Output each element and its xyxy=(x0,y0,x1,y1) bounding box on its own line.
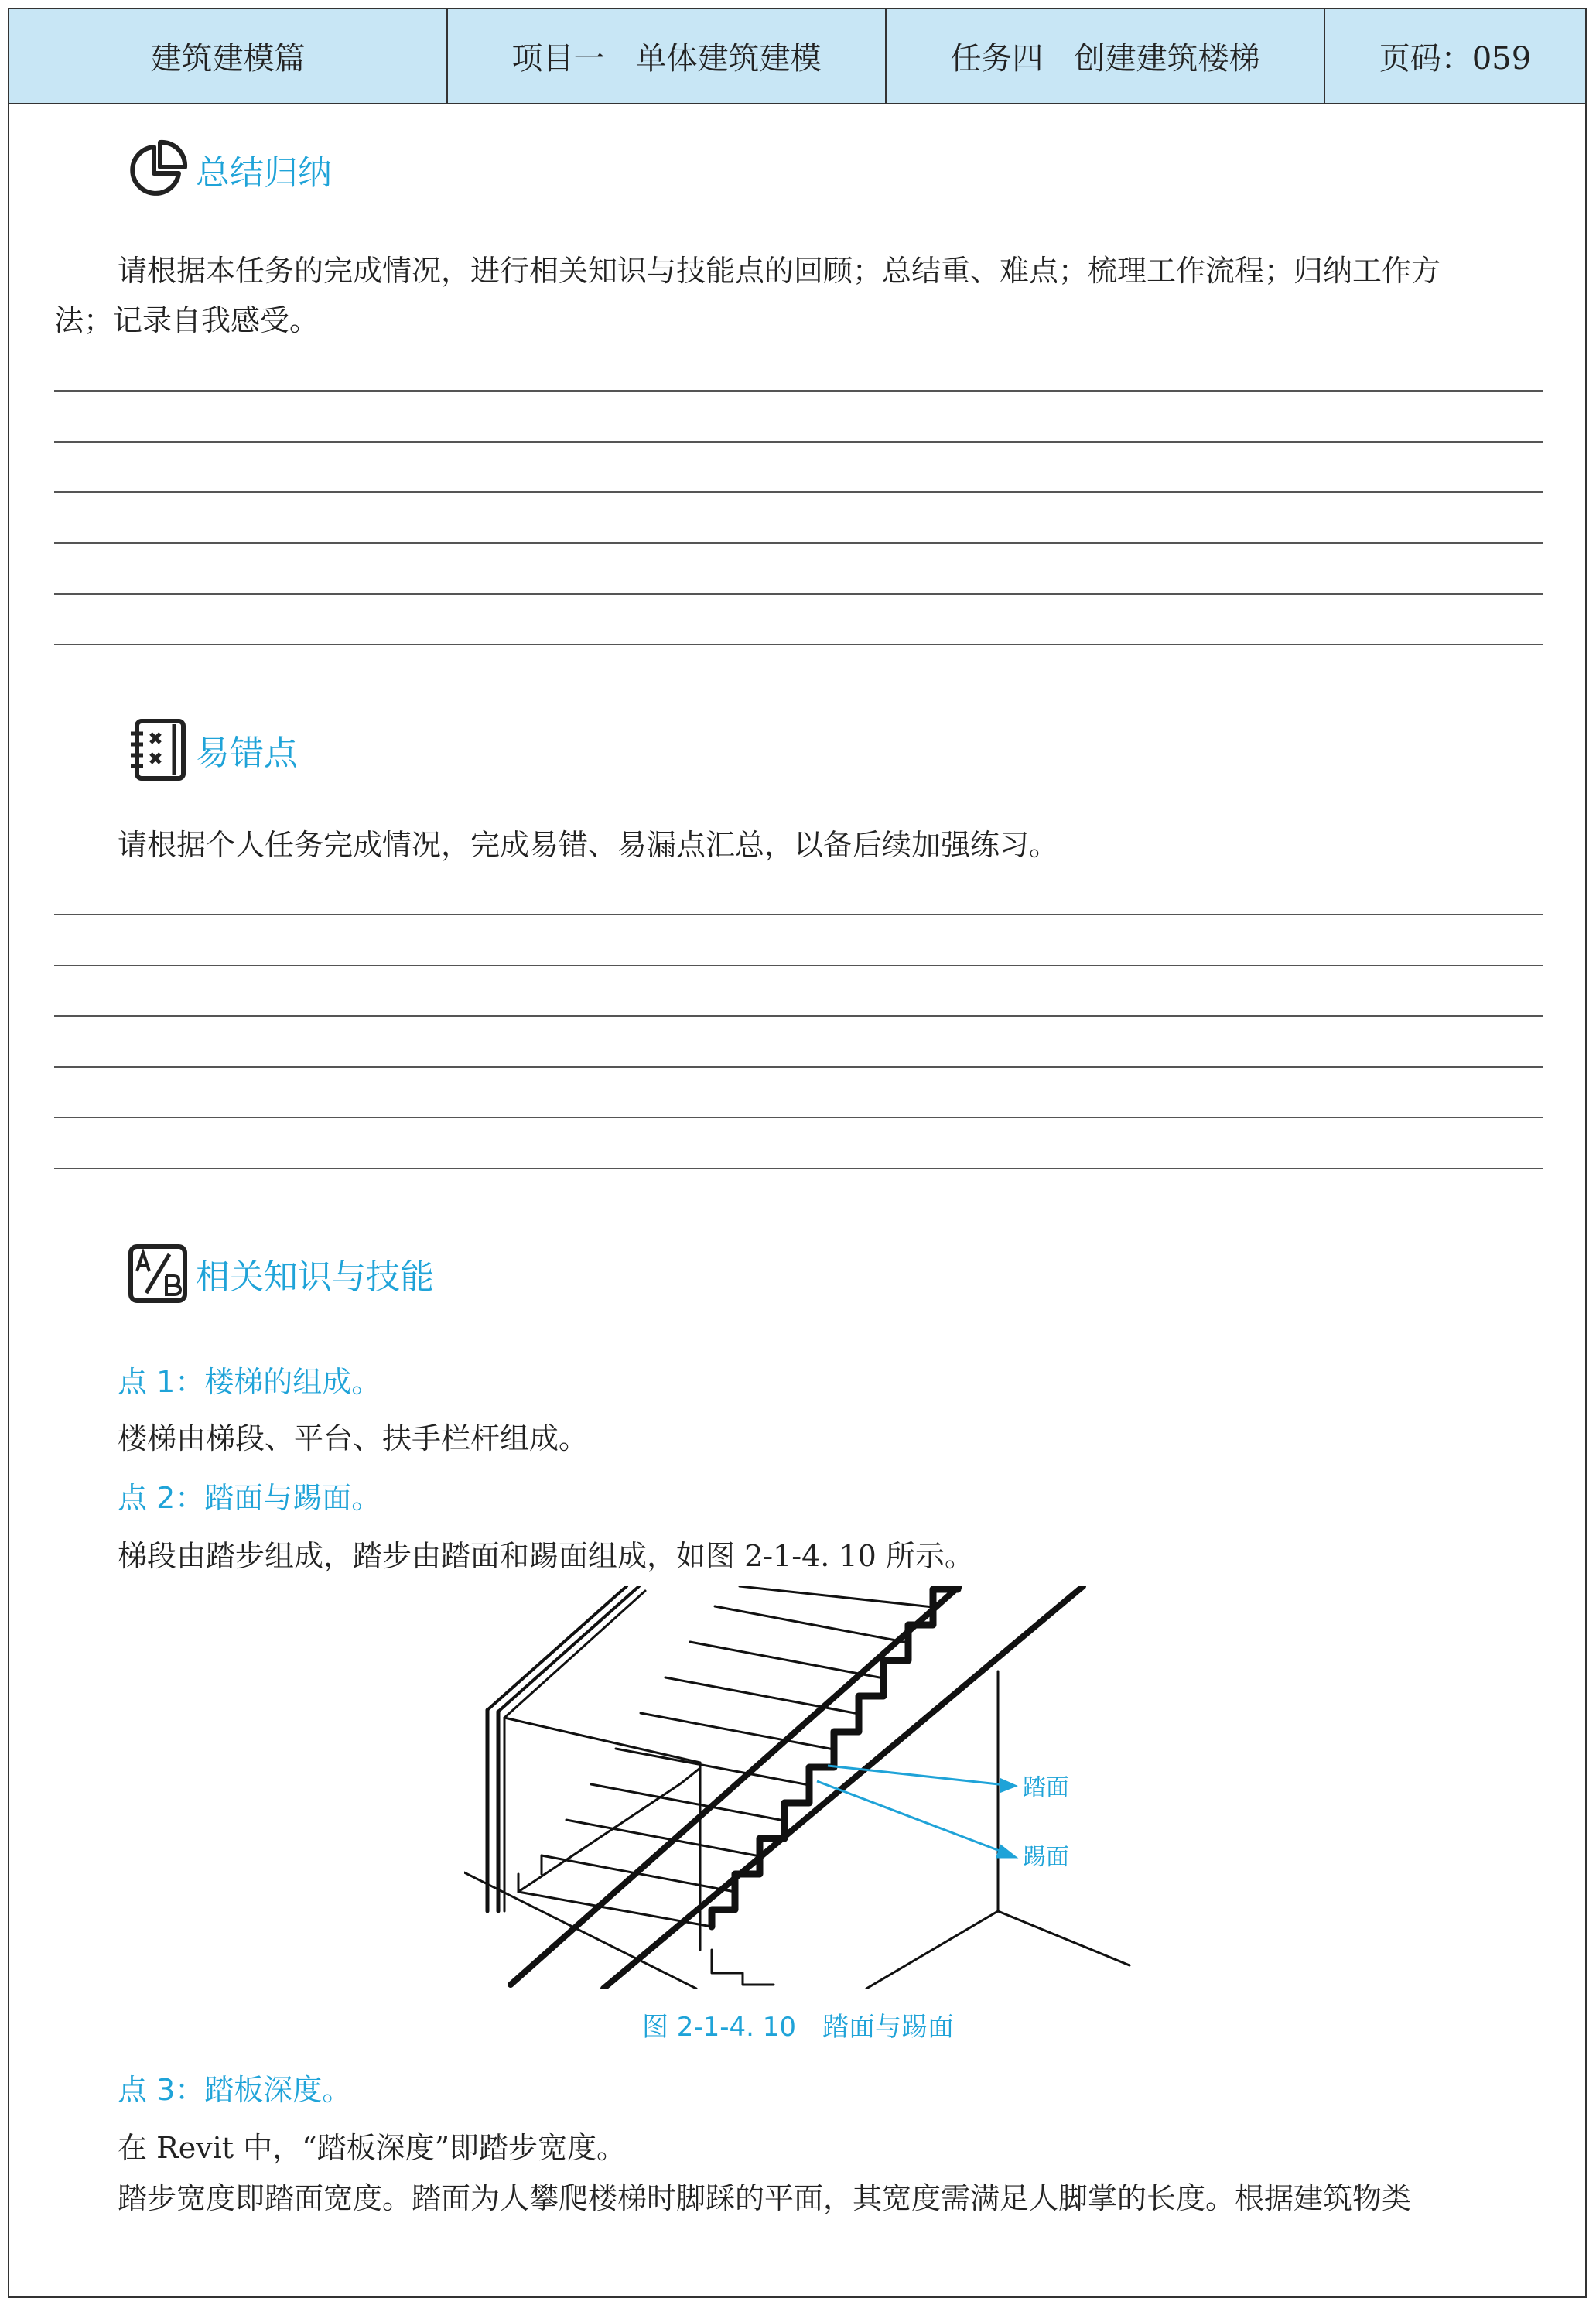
knowledge-title: 相关知识与技能 xyxy=(196,1257,434,1297)
errors-writing-line xyxy=(54,1168,1543,1169)
figure-caption: 图 2-1-4. 10 踏面与踢面 xyxy=(641,2012,955,2043)
summary-intro-line1: 请根据本任务的完成情况，进行相关知识与技能点的回顾；总结重、难点；梳理工作流程；归纳工作方 xyxy=(118,254,1441,288)
summary-writing-line xyxy=(54,491,1543,493)
summary-writing-line xyxy=(54,441,1543,443)
errors-writing-line xyxy=(54,965,1543,966)
notebook-checklist-icon xyxy=(126,718,190,781)
header-task: 任务四 创建建筑楼梯 xyxy=(887,9,1325,103)
summary-writing-line xyxy=(54,593,1543,595)
ab-icon xyxy=(126,1242,190,1305)
point2-text: 梯段由踏步组成，踏步由踏面和踢面组成，如图 2-1-4. 10 所示。 xyxy=(118,1539,974,1573)
summary-writing-line xyxy=(54,390,1543,392)
errors-writing-line xyxy=(54,1015,1543,1017)
point3-text2: 踏步宽度即踏面宽度。踏面为人攀爬楼梯时脚踩的平面，其宽度需满足人脚掌的长度。根据建筑物类 xyxy=(118,2181,1412,2215)
point1-title: 点 1：楼梯的组成。 xyxy=(118,1365,381,1399)
summary-writing-line xyxy=(54,644,1543,645)
stair-figure xyxy=(464,1586,1137,1989)
pie-chart-icon xyxy=(126,138,190,201)
errors-intro: 请根据个人任务完成情况，完成易错、易漏点汇总，以备后续加强练习。 xyxy=(118,828,1059,862)
point3-title: 点 3：踏板深度。 xyxy=(118,2073,352,2107)
label-riser: 踢面 xyxy=(1023,1844,1069,1871)
errors-heading xyxy=(126,718,298,781)
errors-writing-line xyxy=(54,1066,1543,1068)
point3-text1: 在 Revit 中，“踏板深度”即踏步宽度。 xyxy=(118,2131,627,2165)
errors-title: 易错点 xyxy=(196,734,298,773)
header-project: 项目一 单体建筑建模 xyxy=(448,9,887,103)
label-tread: 踏面 xyxy=(1023,1774,1069,1801)
summary-heading xyxy=(126,138,332,201)
summary-title: 总结归纳 xyxy=(196,153,332,193)
header-page-number: 页码：059 xyxy=(1379,41,1532,77)
page-header xyxy=(8,8,1587,104)
knowledge-heading xyxy=(126,1242,434,1305)
summary-writing-line xyxy=(54,542,1543,544)
errors-writing-line xyxy=(54,914,1543,915)
point1-text: 楼梯由梯段、平台、扶手栏杆组成。 xyxy=(118,1421,589,1455)
point2-title: 点 2：踏面与踢面。 xyxy=(118,1481,381,1515)
header-chapter: 建筑建模篇 xyxy=(9,9,448,103)
errors-writing-line xyxy=(54,1117,1543,1118)
summary-intro-line2: 法；记录自我感受。 xyxy=(54,303,320,337)
